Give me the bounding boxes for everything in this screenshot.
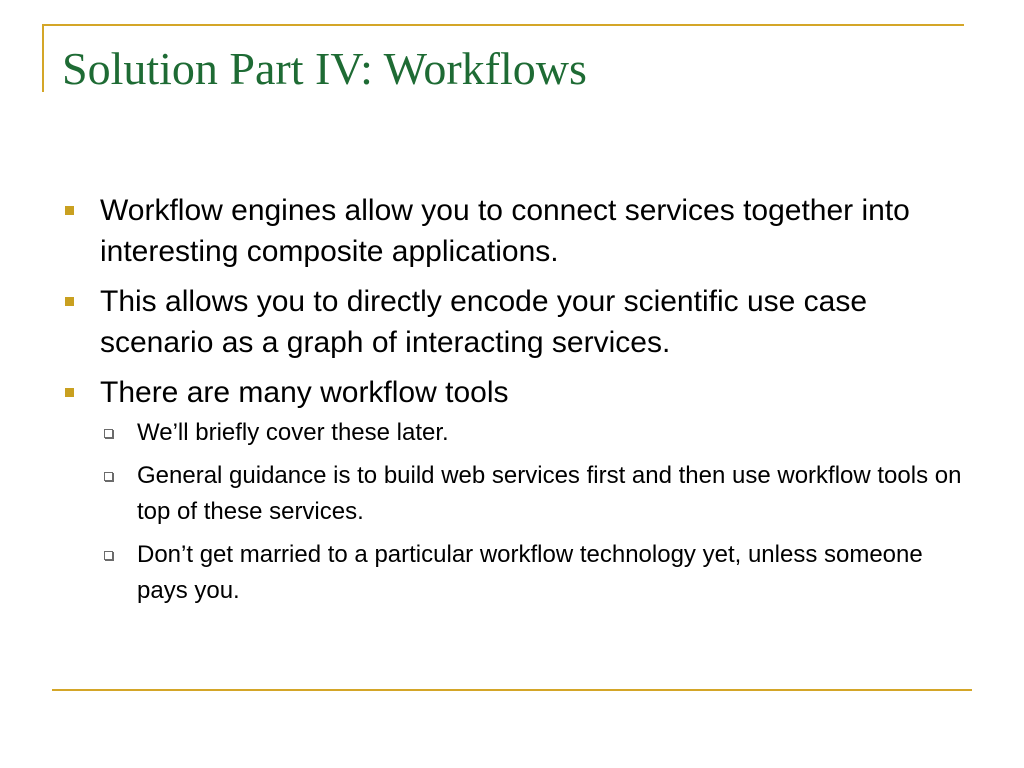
hollow-square-bullet-icon: [104, 429, 113, 438]
filled-square-bullet-icon: [65, 297, 74, 306]
hollow-square-bullet-icon: [104, 551, 113, 560]
sub-bullet-item: [100, 458, 967, 530]
filled-square-bullet-icon: [65, 206, 74, 215]
bullet-item: [62, 281, 967, 363]
bullet-item: [62, 190, 967, 272]
bottom-rule: [52, 689, 972, 691]
bullet-item: [62, 372, 967, 413]
filled-square-bullet-icon: [65, 388, 74, 397]
bullet-text: This allows you to directly encode your scientific use case scenario as a graph of interacting services.: [100, 285, 868, 359]
hollow-square-bullet-icon: [104, 472, 113, 481]
sub-bullet-text: We’ll briefly cover these later.: [137, 419, 449, 446]
sub-bullet-item: [100, 415, 967, 451]
top-rule: [42, 24, 964, 26]
sub-bullet-item: [100, 537, 967, 609]
slide-title: Solution Part IV: Workflows: [62, 43, 587, 94]
left-rule: [42, 24, 44, 92]
sub-bullet-text: General guidance is to build web services first and then use workflow tools on top of these services.: [137, 462, 962, 525]
bullet-list: [62, 190, 967, 616]
sub-bullet-text: Don’t get married to a particular workflow technology yet, unless someone pays you.: [137, 541, 923, 604]
bullet-text: Workflow engines allow you to connect services together into interesting composite applications.: [100, 194, 910, 268]
bullet-text: There are many workflow tools: [100, 376, 509, 409]
